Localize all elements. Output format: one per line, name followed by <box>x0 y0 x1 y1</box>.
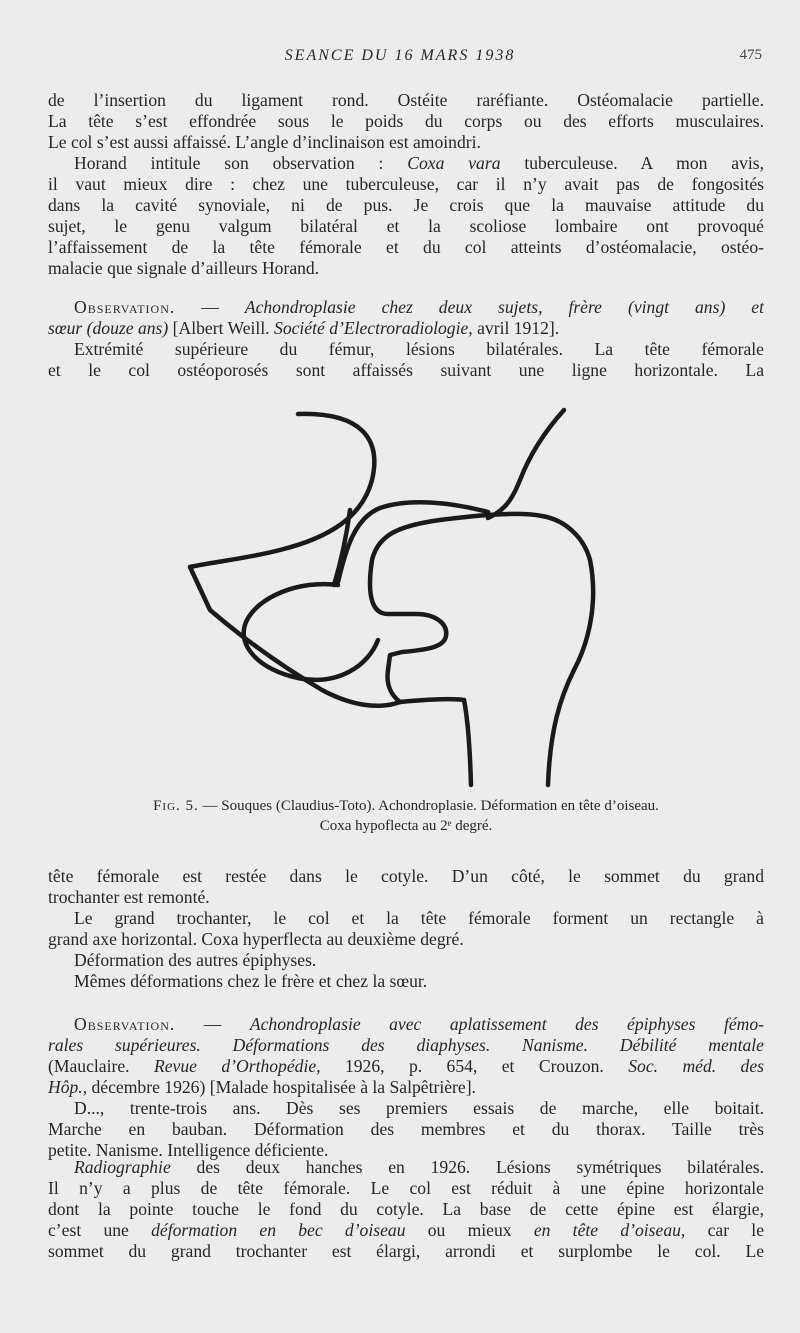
running-header <box>0 47 800 73</box>
text-span: ou mieux <box>405 1220 534 1240</box>
text-span: [Albert Weill. <box>168 318 275 338</box>
femoral-neck-lower-outline <box>400 699 464 702</box>
text-line: La tête s’est effondrée sous le poids du corps ou des efforts musculaires. <box>48 111 764 131</box>
paragraph-2 <box>48 153 764 279</box>
obturator-foramen-outline <box>244 584 378 680</box>
text-span: déformation en bec d’oiseau <box>151 1220 406 1240</box>
page-number: 475 <box>739 47 762 63</box>
text-span: décembre 1926) [Malade hospitalisée à la Salpêtrière]. <box>87 1077 476 1097</box>
text-line: grand axe horizontal. Coxa hyperflecta au deuxième degré. <box>48 929 464 949</box>
pelvis-rim-outline <box>488 410 564 518</box>
observation-title: Achondroplasie chez deux sujets, frère <box>244 297 602 317</box>
text-span: (vingt ans) <box>627 297 726 317</box>
observation-2 <box>48 1014 764 1161</box>
observation-1 <box>48 297 764 381</box>
text-line: trochanter est remonté. <box>48 887 210 907</box>
text-line: de l’insertion du ligament rond. Ostéite raréfiante. Ostéomalacie partielle. <box>48 90 764 110</box>
text-span: avril 1912]. <box>472 318 560 338</box>
text-span: Horand intitule son observation : <box>74 153 408 173</box>
text-line: l’affaissement de la tête fémorale et du col atteints d’ostéomalacie, ostéo- <box>48 237 764 257</box>
femoral-head-neck-outline <box>370 514 593 785</box>
text-line <box>48 153 764 174</box>
text-span: — Souques (Claudius-Toto). Achondroplasie. Déformation en tête d’oiseau. <box>198 798 659 814</box>
text-span: tuberculeuse. A mon avis, <box>500 153 764 173</box>
text-span: (douze ans) <box>86 318 169 338</box>
femoral-shaft-outline <box>464 700 471 785</box>
figure-label: Fig. 5. <box>153 798 199 814</box>
coxa-vara-term: Coxa vara <box>407 153 501 173</box>
text-line: Le col s’est aussi affaissé. L’angle d’inclinaison est amoindri. <box>48 132 481 152</box>
text-line: D..., trente-trois ans. Dès ses premiers essais de marche, elle boitait. <box>74 1098 764 1118</box>
text-line: Le grand trochanter, le col et la tête fémorale forment un rectangle à <box>74 908 764 928</box>
text-line: Mêmes déformations chez le frère et chez la sœur. <box>74 971 428 991</box>
text-line <box>48 1056 764 1077</box>
text-span: sœur <box>48 318 83 338</box>
acetabulum-roof-outline <box>338 502 488 582</box>
caption-line: Coxa hypoflecta au 2ᵉ degré. <box>319 818 493 834</box>
text-span: Hôp., <box>48 1077 88 1097</box>
text-line: il vaut mieux dire : chez une tuberculeuse, car il n’y avait pas de fongosités <box>48 174 764 194</box>
paragraph-4 <box>48 1157 764 1262</box>
header-title: SEANCE DU 16 MARS 1938 <box>284 47 516 64</box>
text-line: sommet du grand trochanter est élargi, arrondi et surplombe le col. Le <box>48 1241 764 1261</box>
text-line <box>48 1077 764 1098</box>
text-line <box>48 318 764 339</box>
ilium-outline <box>190 414 400 706</box>
figure-caption <box>48 796 764 836</box>
text-line: Il n’y a plus de tête fémorale. Le col est réduit à une épine horizontale <box>48 1178 764 1198</box>
text-span: en tête d’oiseau, <box>533 1220 686 1240</box>
text-line <box>48 1220 764 1241</box>
journal-name: Revue d’Orthopédie, <box>153 1056 321 1076</box>
observation-label: Observation. <box>74 1014 176 1034</box>
text-span: rales supérieures. Déformations des diaphyses. Nanisme. Débilité mentale <box>48 1035 764 1055</box>
caption-line <box>48 796 764 816</box>
text-line: dans la cavité synoviale, ni de pus. Je crois que la mauvaise attitude du <box>48 195 764 215</box>
text-line <box>48 1014 764 1035</box>
text-span: — <box>175 297 245 317</box>
hip-radiograph-drawing <box>150 400 640 792</box>
text-span: — <box>175 1014 250 1034</box>
text-line: dont la pointe touche le fond du cotyle. La base de cette épine est élargie, <box>48 1199 764 1219</box>
text-line: sujet, le genu valgum bilatéral et la scoliose lombaire ont provoqué <box>48 216 764 236</box>
observation-label: Observation. <box>74 297 176 317</box>
text-span: et <box>725 297 764 317</box>
text-line: Déformation des autres épiphyses. <box>74 950 317 970</box>
text-line <box>48 297 764 318</box>
text-line: Extrémité supérieure du fémur, lésions bilatérales. La tête fémorale <box>74 339 764 359</box>
text-span: c’est une <box>48 1220 152 1240</box>
text-line: Marche en bauban. Déformation des membres et du thorax. Taille très <box>48 1119 764 1139</box>
text-span: car le <box>685 1220 764 1240</box>
journal-name: Soc. méd. des <box>628 1056 764 1076</box>
text-line: tête fémorale est restée dans le cotyle. D’un côté, le sommet du grand <box>48 866 764 886</box>
text-span: Radiographie <box>74 1157 171 1177</box>
text-line: et le col ostéoporosés sont affaissés suivant une ligne horizontale. La <box>48 360 764 380</box>
text-line <box>48 1035 764 1056</box>
text-line: malacie que signale d’ailleurs Horand. <box>48 258 320 278</box>
text-span: 1926, p. 654, et Crouzon. <box>320 1056 629 1076</box>
text-span: des deux hanches en 1926. Lésions symétriques bilatérales. <box>170 1157 764 1177</box>
text-line: petite. Nanisme. Intelligence déficiente. <box>48 1140 329 1160</box>
paragraph-1 <box>48 90 764 153</box>
journal-name: Société d’Electroradiologie, <box>274 318 473 338</box>
paragraph-3 <box>48 866 764 992</box>
text-line <box>48 1157 764 1178</box>
observation-title: Achondroplasie avec aplatissement des épiphyses fémo- <box>249 1014 764 1034</box>
text-span: (Mauclaire. <box>48 1056 154 1076</box>
